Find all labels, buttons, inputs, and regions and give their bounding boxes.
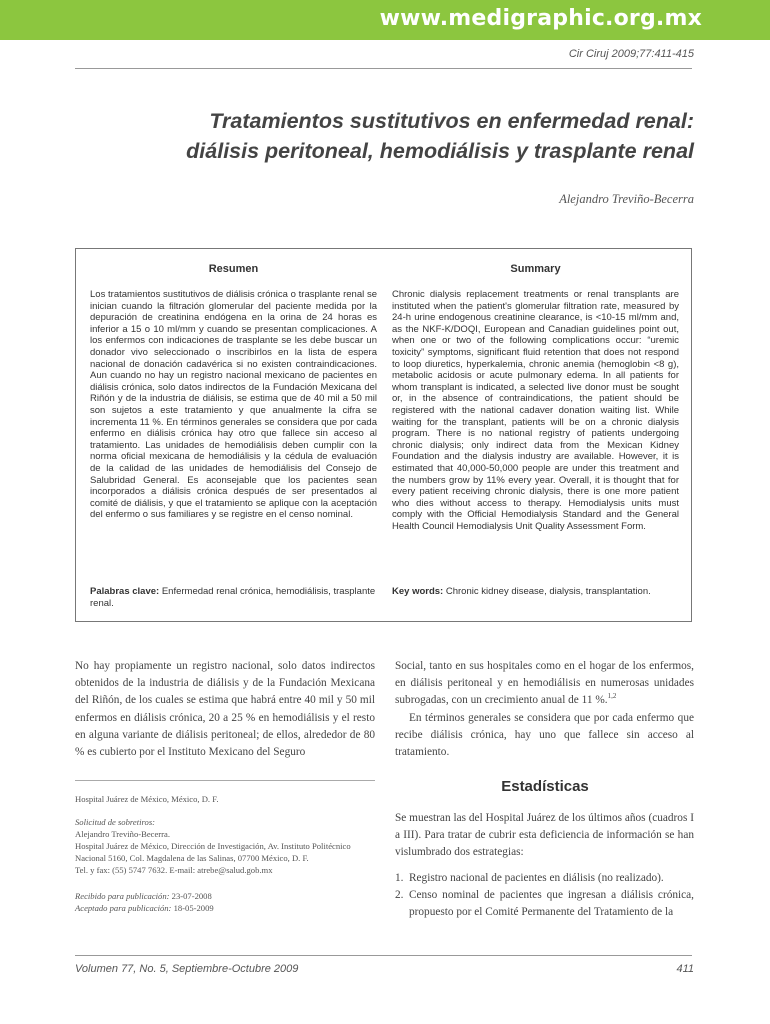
footer-rule (75, 955, 692, 956)
reprint-label: Solicitud de sobretiros: (75, 817, 156, 827)
right-column-text (395, 658, 694, 761)
list-item (395, 870, 694, 887)
publication-dates (75, 890, 375, 914)
page-number: 411 (676, 963, 694, 975)
body-paragraph: No hay propiamente un registro nacional, solo datos indirectos obtenidos de la industria de diálisis y de la Fundación Mexicana del Riñón, de los cuales se estima que habrá entre 40 mil y 50 mil enfermos en diálisis crónica, 20 a 25 % en hemodiálisis y el resto en alguna variante de diálisis peritoneal; de ellos, alrededor de 80 % es cubierto por el Instituto Mexicano del Seguro (75, 660, 375, 759)
section-paragraph: Se muestran las del Hospital Juárez de los últimos años (cuadros I a III). Para tratar de cubrir esta deficiencia de información se han vislumbrado dos estrategias: (395, 812, 694, 859)
footnote-rule (75, 780, 375, 781)
accepted-date: 18-05-2009 (173, 903, 214, 913)
list-text: Registro nacional de pacientes en diálisis (no realizado). (409, 871, 664, 884)
resumen-keywords (90, 586, 377, 610)
list-number: 1. (395, 871, 404, 884)
reprint-name: Alejandro Treviño-Becerra. (75, 829, 170, 839)
site-banner (0, 0, 770, 40)
list-item (395, 887, 694, 921)
received-label: Recibido para publicación: (75, 891, 170, 901)
reprint-request (75, 816, 375, 876)
article-title (74, 106, 694, 166)
affiliation: Hospital Juárez de México, México, D. F. (75, 794, 219, 804)
summary-keywords-text: Chronic kidney disease, dialysis, transplantation. (445, 586, 651, 597)
journal-citation: Cir Ciruj 2009;77:411-415 (568, 48, 694, 60)
volume-info: Volumen 77, No. 5, Septiembre-Octubre 2009 (75, 963, 299, 975)
summary-text: Chronic dialysis replacement treatments or renal transplants are instituted when the patient's glomerular filtration rate, measured by 24-h urine endogenous creatinine clearance, is <10-15 ml/mm and, as the NKF-K/DOQI, European and Canadian guidelines point out, when one or two of the following complications occur: “uremic toxicity” symptoms, significant fluid retention that does not respond to loop diuretics, hyperkalemia, chronic anemia (hemoglobin <8 g), metabolic acidosis or acute pulmonary edema. In all patients for whom transplant is indicated, a selected live donor must be sought or, in the absence of contraindications, the patient should be registered with the national cadaver donation waiting list. While waiting for the transplant, patients will be on a chronic dialysis program. There is no national registry of patients undergoing chronic dialysis; only indirect data from the Mexican Kidney Foundation and the dialysis industry are available. However, it is estimated that 40,000-50,000 people are under this treatment and the numbers grow by 11% every year. Overall, it is thought that for every patient receiving chronic dialysis, there is one more patient who dies without access to therapy. Hemodialysis units must comply with the Official Hemodialysis Standard and the General Health Council Hemodialysis Unit Quality Assessment Form. (392, 289, 679, 532)
resumen-keywords-label: Palabras clave: (90, 586, 160, 597)
strategy-list (395, 870, 694, 922)
section-heading: Estadísticas (501, 778, 589, 795)
summary-heading: Summary (510, 263, 561, 275)
body-paragraph: En términos generales se considera que por cada enfermo que recibe diálisis crónica, hay uno que fallece sin acceso al tratamiento. (395, 711, 694, 759)
summary-keywords-label: Key words: (392, 586, 444, 597)
article-author: Alejandro Treviño-Becerra (559, 192, 694, 206)
resumen-keywords-text: Enfermedad renal crónica, hemodiálisis, trasplante renal. (90, 586, 376, 609)
reference-marker[interactable]: 1,2 (607, 692, 617, 701)
received-date: 23-07-2008 (171, 891, 212, 901)
resumen-heading: Resumen (208, 263, 259, 275)
reprint-contact: Tel. y fax: (55) 5747 7632. E-mail: atrebe@salud.gob.mx (75, 865, 273, 875)
accepted-label: Aceptado para publicación: (75, 903, 172, 913)
summary-keywords (392, 586, 679, 598)
list-text: Censo nominal de pacientes que ingresan a diálisis crónica, propuesto por el Comité Permanente del Tratamiento de la (409, 888, 694, 919)
title-line-1: Tratamientos sustitutivos en enfermedad renal: (209, 109, 694, 133)
resumen-text: Los tratamientos sustitutivos de diálisis crónica o trasplante renal se inician cuando la filtración glomerular del paciente medida por la depuración de creatinina endógena en la orina de 24 horas es inferior a 15 o 10 ml/mm y cuando se presentan complicaciones. A los enfermos con indicaciones de trasplante se les debe buscar un donador vivo seleccionado o inscribirlos en la lista de espera nacional de donación cadavérica si no existen contraindicaciones. Aun cuando no hay un registro nacional mexicano de pacientes en diálisis crónica, solo datos indirectos de la Fundación Mexicana del Riñón y de la industria de diálisis, se estima que de 40 mil a 50 mil son sujetos a este tratamiento y que anualmente la cifra se incrementa 11 %. En términos generales se considera que por cada enfermo en diálisis crónica hay otro que fallece sin acceso al tratamiento. Las unidades de hemodiálisis deben cumplir con la norma oficial mexicana de hemodiálisis y la cédula de evaluación de la calidad de las unidades de hemodiálisis del Consejo de Salubridad General. Es aconsejable que los pacientes sean incorporados a diálisis crónica después de ser presentados al comité de diálisis, y que el tratamiento se aplique con la aceptación del enfermo o sus familiares y se registre en el censo nominal. (90, 289, 377, 521)
left-column-text (75, 658, 375, 761)
body-paragraph-continued (395, 658, 694, 710)
list-number: 2. (395, 888, 404, 901)
title-line-2: diálisis peritoneal, hemodiálisis y trasplante renal (186, 139, 694, 163)
reprint-address: Hospital Juárez de México, Dirección de Investigación, Av. Instituto Politécnico Nacional 5160, Col. Magdalena de las Salinas, 07700 México, D. F. (75, 841, 351, 863)
header-rule (75, 68, 692, 69)
section-text (395, 810, 694, 921)
site-url[interactable]: www.medigraphic.org.mx (379, 6, 702, 31)
abstract-box (75, 248, 692, 622)
paragraph-text: Social, tanto en sus hospitales como en el hogar de los enfermos, en diálisis peritoneal y en hemodiálisis en numerosas unidades subrogadas, con un crecimiento anual de 11 %. (395, 660, 694, 707)
